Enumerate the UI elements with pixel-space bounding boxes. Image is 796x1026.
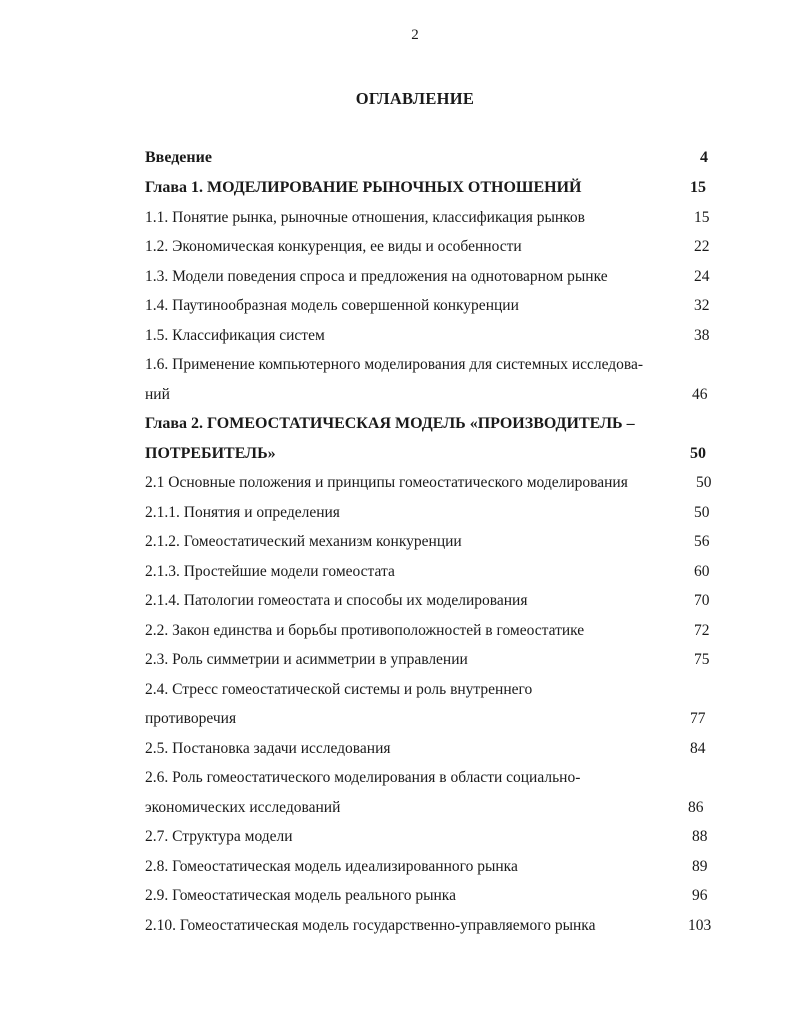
toc-entry-continuation: экономических исследований — [145, 799, 341, 816]
toc-entry-text: 2.5. Постановка задачи исследования — [145, 740, 391, 757]
toc-entry-page: 86 — [688, 799, 704, 816]
toc-entry-introduction[interactable] — [145, 148, 212, 168]
toc-entry-text: 1.3. Модели поведения спроса и предложения на однотоварном рынке — [145, 268, 608, 285]
toc-entry-page: 70 — [694, 592, 710, 609]
toc-entry-chapter-2[interactable] — [145, 414, 635, 434]
toc-entry-text: 2.1.4. Патологии гомеостата и способы их моделирования — [145, 592, 528, 609]
toc-entry-text: 2.9. Гомеостатическая модель реального рынка — [145, 887, 456, 904]
toc-entry-page: 15 — [694, 209, 710, 226]
toc-entry-text: Глава 2. ГОМЕОСТАТИЧЕСКАЯ МОДЕЛЬ «ПРОИЗВОДИТЕЛЬ – — [145, 415, 635, 432]
toc-entry-text: 1.5. Классификация систем — [145, 327, 325, 344]
toc-entry-text: 1.4. Паутинообразная модель совершенной конкуренции — [145, 297, 519, 314]
toc-entry-page: 89 — [692, 858, 708, 875]
toc-entry-1-6[interactable] — [145, 355, 643, 375]
page-number: 2 — [411, 27, 419, 43]
toc-entry-text: Глава 1. МОДЕЛИРОВАНИЕ РЫНОЧНЫХ ОТНОШЕНИЙ — [145, 179, 582, 196]
toc-entry-page: 84 — [690, 740, 706, 757]
toc-entry-text: 2.1.2. Гомеостатический механизм конкуренции — [145, 533, 462, 550]
toc-entry-continuation: ний — [145, 386, 170, 403]
toc-entry-text: 2.2. Закон единства и борьбы противоположностей в гомеостатике — [145, 622, 585, 639]
toc-entry-2-1[interactable] — [145, 473, 628, 493]
toc-entry-text: 2.1.1. Понятия и определения — [145, 504, 340, 521]
toc-entry-text: 2.8. Гомеостатическая модель идеализированного рынка — [145, 858, 518, 875]
toc-entry-continuation: ПОТРЕБИТЕЛЬ» — [145, 445, 276, 462]
toc-entry-text: 1.6. Применение компьютерного моделирования для системных исследова- — [145, 356, 644, 373]
toc-entry-text: 2.4. Стресс гомеостатической системы и роль внутреннего — [145, 681, 533, 698]
toc-entry-page: 4 — [700, 149, 708, 166]
toc-entry-text: 2.1 Основные положения и принципы гомеостатического моделирования — [145, 474, 628, 491]
toc-entry-2-5[interactable] — [145, 739, 391, 759]
toc-entry-page: 46 — [692, 386, 708, 403]
toc-entry-page: 72 — [694, 622, 710, 639]
toc-entry-page: 50 — [694, 504, 710, 521]
toc-entry-page: 56 — [694, 533, 710, 550]
toc-entry-page: 103 — [688, 917, 712, 934]
toc-entry-page: 50 — [690, 445, 706, 462]
toc-entry-2-1-3[interactable] — [145, 562, 395, 582]
page-title: ОГЛАВЛЕНИЕ — [355, 89, 475, 108]
toc-entry-2-6[interactable] — [145, 768, 580, 788]
toc-entry-2-8[interactable] — [145, 857, 518, 877]
toc-entry-page: 22 — [694, 238, 710, 255]
toc-entry-2-9[interactable] — [145, 886, 456, 906]
toc-entry-page: 50 — [696, 474, 712, 491]
toc-entry-page: 77 — [690, 710, 706, 727]
toc-entry-text: 2.10. Гомеостатическая модель государственно-управляемого рынка — [145, 917, 596, 934]
toc-entry-page: 96 — [692, 887, 708, 904]
toc-entry-text: 1.1. Понятие рынка, рыночные отношения, классификация рынков — [145, 209, 585, 226]
toc-entry-2-7[interactable] — [145, 827, 293, 847]
toc-entry-2-1-4[interactable] — [145, 591, 527, 611]
toc-entry-page: 88 — [692, 828, 708, 845]
toc-entry-text: 1.2. Экономическая конкуренция, ее виды и особенности — [145, 238, 522, 255]
toc-entry-text: 2.3. Роль симметрии и асимметрии в управлении — [145, 651, 468, 668]
toc-entry-page: 24 — [694, 268, 710, 285]
toc-entry-page: 15 — [690, 179, 706, 196]
toc-entry-2-2[interactable] — [145, 621, 584, 641]
toc-entry-1-2[interactable] — [145, 237, 522, 257]
toc-entry-1-5[interactable] — [145, 326, 325, 346]
toc-entry-2-1-2[interactable] — [145, 532, 462, 552]
toc-entry-text: 2.7. Структура модели — [145, 828, 293, 845]
toc-entry-1-4[interactable] — [145, 296, 519, 316]
toc-entry-text: Введение — [145, 149, 212, 166]
toc-entry-2-4[interactable] — [145, 680, 532, 700]
toc-entry-chapter-1[interactable] — [145, 178, 582, 198]
toc-entry-page: 38 — [694, 327, 710, 344]
toc-entry-text: 2.6. Роль гомеостатического моделирования в области социально- — [145, 769, 581, 786]
toc-entry-2-3[interactable] — [145, 650, 468, 670]
toc-entry-continuation: противоречия — [145, 710, 237, 727]
toc-entry-page: 60 — [694, 563, 710, 580]
toc-entry-text: 2.1.3. Простейшие модели гомеостата — [145, 563, 395, 580]
toc-entry-page: 32 — [694, 297, 710, 314]
toc-entry-2-10[interactable] — [145, 916, 595, 936]
toc-entry-page: 75 — [694, 651, 710, 668]
toc-entry-1-1[interactable] — [145, 208, 585, 228]
toc-entry-1-3[interactable] — [145, 267, 608, 287]
toc-entry-2-1-1[interactable] — [145, 503, 340, 523]
